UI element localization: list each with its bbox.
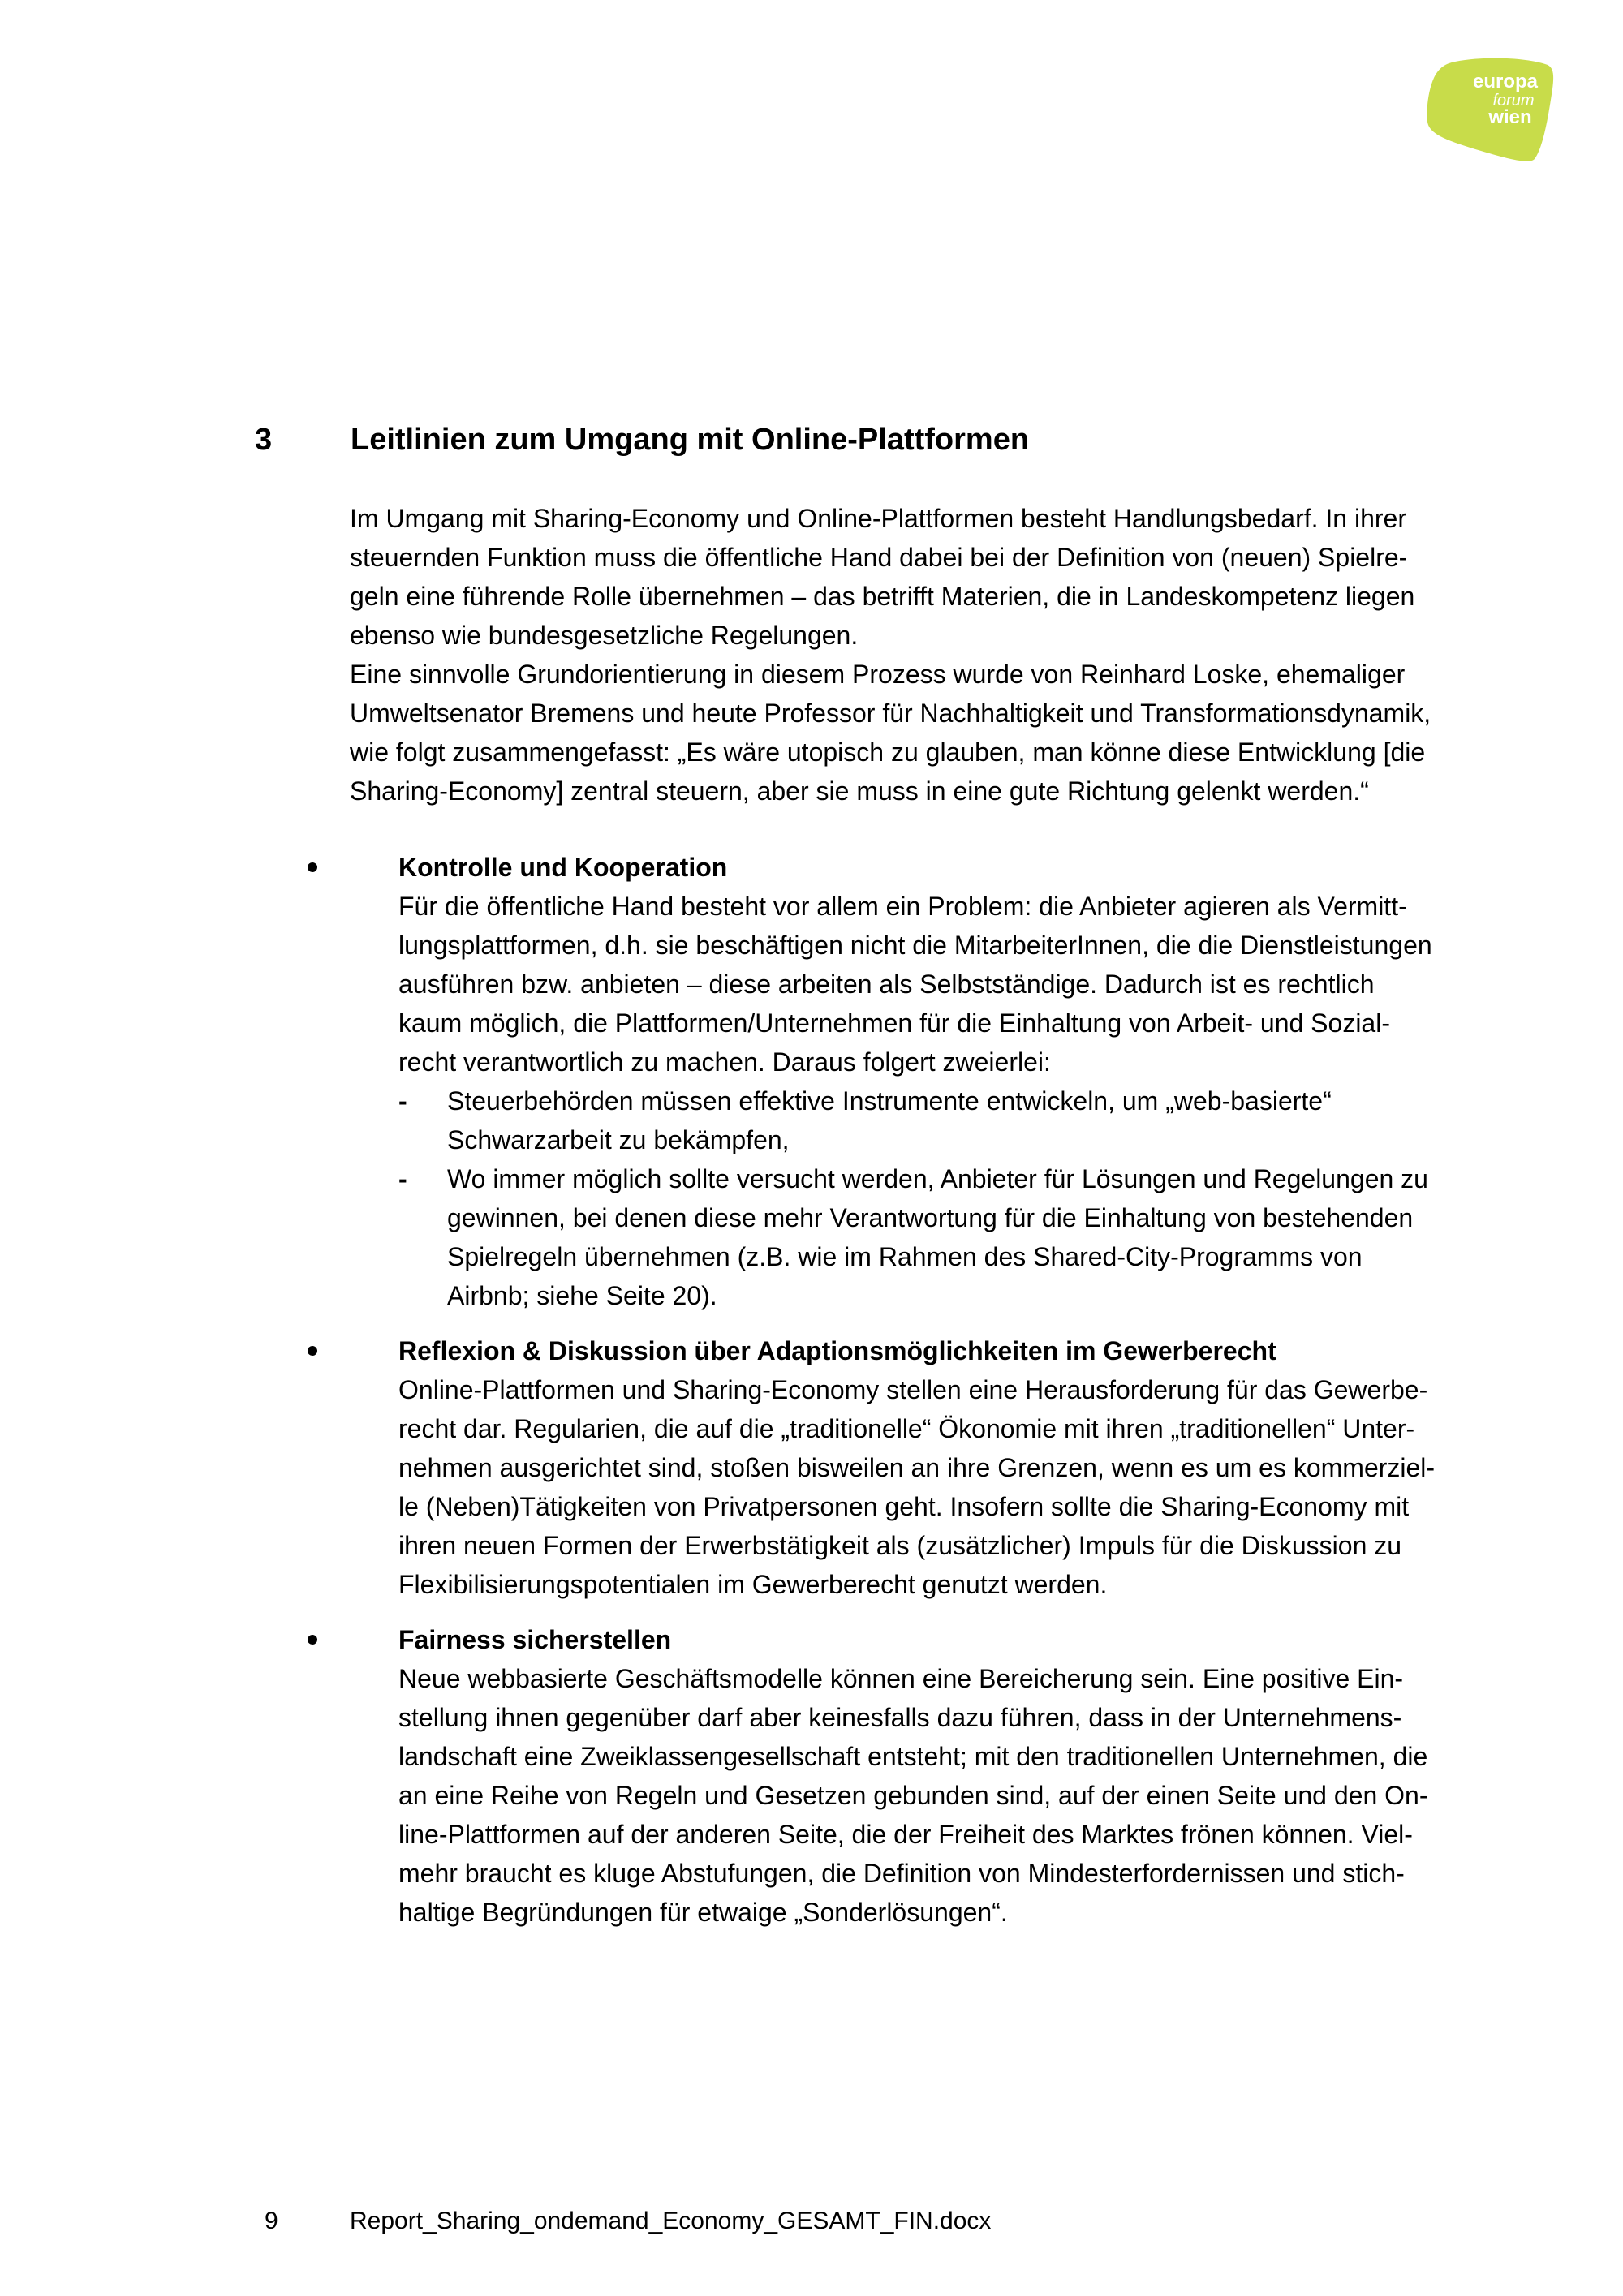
text-line: nehmen ausgerichtet sind, stoßen bisweilen an ihre Grenzen, wenn es um es kommerziel- xyxy=(398,1453,1436,1482)
guideline-title: Reflexion & Diskussion über Adaptionsmöglichkeiten im Gewerberecht xyxy=(398,1336,1276,1365)
text-line: gewinnen, bei denen diese mehr Verantwortung für die Einhaltung von bestehenden xyxy=(447,1203,1414,1232)
text-line: Online-Plattformen und Sharing-Economy stellen eine Herausforderung für das Gewerbe- xyxy=(398,1375,1428,1404)
sub-list xyxy=(398,1081,1551,1315)
text-line: ausführen bzw. anbieten – diese arbeiten als Selbstständige. Dadurch ist es rechtlich xyxy=(398,970,1375,999)
bullet-icon xyxy=(308,1346,317,1356)
text-line: Neue webbasierte Geschäftsmodelle können eine Bereicherung sein. Eine positive Ein- xyxy=(398,1664,1404,1693)
logo-line-forum: forum xyxy=(1492,92,1535,110)
europaforum-wien-logo xyxy=(1424,57,1554,164)
page-number: 9 xyxy=(265,2208,278,2234)
logo-line-wien: wien xyxy=(1488,106,1532,128)
text-line: wie folgt zusammengefasst: „Es wäre utopisch zu glauben, man könne diese Entwicklung [die xyxy=(350,737,1426,767)
bullet-icon xyxy=(308,862,317,872)
text-line: Wo immer möglich sollte versucht werden, Anbieter für Lösungen und Regelungen zu xyxy=(447,1164,1428,1193)
text-line: kaum möglich, die Plattformen/Unternehmen für die Einhaltung von Arbeit- und Sozial- xyxy=(398,1008,1390,1038)
text-line: Eine sinnvolle Grundorientierung in diesem Prozess wurde von Reinhard Loske, ehemaliger xyxy=(350,660,1406,689)
text-line: Airbnb; siehe Seite 20). xyxy=(447,1281,717,1310)
text-line: Steuerbehörden müssen effektive Instrumente entwickeln, um „web-basierte“ xyxy=(447,1086,1332,1116)
sub-list-item xyxy=(398,1159,1551,1315)
text-line: steuernden Funktion muss die öffentliche Hand dabei bei der Definition von (neuen) Spielre- xyxy=(350,543,1408,572)
text-line: haltige Begründungen für etwaige „Sonderlösungen“. xyxy=(398,1898,1008,1927)
text-line: le (Neben)Tätigkeiten von Privatpersonen geht. Insofern sollte die Sharing-Economy mit xyxy=(398,1492,1410,1521)
guideline-list xyxy=(308,848,1551,1932)
intro-paragraph-2 xyxy=(350,655,1551,810)
text-line: an eine Reihe von Regeln und Gesetzen gebunden sind, auf der einen Seite und den On- xyxy=(398,1781,1428,1810)
guideline-title: Kontrolle und Kooperation xyxy=(398,853,728,882)
guideline-item xyxy=(308,1620,1551,1932)
section-title: Leitlinien zum Umgang mit Online-Plattformen xyxy=(351,423,1030,457)
text-line: Flexibilisierungspotentialen im Gewerberecht genutzt werden. xyxy=(398,1570,1108,1599)
text-line: recht dar. Regularien, die auf die „traditionelle“ Ökonomie mit ihren „traditionellen“ Unter- xyxy=(398,1414,1415,1443)
sub-list-item xyxy=(398,1081,1551,1159)
text-line: Für die öffentliche Hand besteht vor allem ein Problem: die Anbieter agieren als Vermitt- xyxy=(398,892,1407,921)
text-line: mehr braucht es kluge Abstufungen, die Definition von Mindesterfordernissen und stich- xyxy=(398,1859,1405,1888)
document-filename: Report_Sharing_ondemand_Economy_GESAMT_FIN.docx xyxy=(350,2208,992,2234)
bullet-icon xyxy=(308,1635,317,1645)
text-line: Schwarzarbeit zu bekämpfen, xyxy=(447,1125,790,1154)
guideline-item xyxy=(308,848,1551,1315)
guideline-title: Fairness sicherstellen xyxy=(398,1625,672,1654)
logo-line-europa: europa xyxy=(1472,71,1539,92)
text-line: Im Umgang mit Sharing-Economy und Online-Plattformen besteht Handlungsbedarf. In ihrer xyxy=(350,504,1406,533)
section-body xyxy=(350,499,1551,1948)
dash-icon: - xyxy=(398,1086,407,1116)
intro-paragraph-1 xyxy=(350,499,1551,655)
text-line: recht verantwortlich zu machen. Daraus folgert zweierlei: xyxy=(398,1047,1051,1077)
text-line: geln eine führende Rolle übernehmen – das betrifft Materien, die in Landeskompetenz liegen xyxy=(350,582,1415,611)
dash-icon: - xyxy=(398,1164,407,1193)
section-number: 3 xyxy=(255,423,273,457)
text-line: Sharing-Economy] zentral steuern, aber sie muss in eine gute Richtung gelenkt werden.“ xyxy=(350,776,1369,806)
guideline-item xyxy=(308,1331,1551,1604)
logo-badge xyxy=(1424,57,1554,164)
guideline-text xyxy=(398,1659,1551,1932)
text-line: Umweltsenator Bremens und heute Professor für Nachhaltigkeit und Transformationsdynamik, xyxy=(350,699,1431,728)
text-line: landschaft eine Zweiklassengesellschaft entsteht; mit den traditionellen Unternehmen, die xyxy=(398,1742,1428,1771)
guideline-text xyxy=(398,887,1551,1081)
text-line: ebenso wie bundesgesetzliche Regelungen. xyxy=(350,621,859,650)
text-line: Spielregeln übernehmen (z.B. wie im Rahmen des Shared-City-Programms von xyxy=(447,1242,1363,1271)
text-line: line-Plattformen auf der anderen Seite, die der Freiheit des Marktes frönen können. Viel- xyxy=(398,1820,1413,1849)
text-line: stellung ihnen gegenüber darf aber keinesfalls dazu führen, dass in der Unternehmens- xyxy=(398,1703,1402,1732)
guideline-text xyxy=(398,1370,1551,1604)
text-line: lungsplattformen, d.h. sie beschäftigen nicht die MitarbeiterInnen, die die Dienstleistungen xyxy=(398,931,1432,960)
text-line: ihren neuen Formen der Erwerbstätigkeit als (zusätzlicher) Impuls für die Diskussion zu xyxy=(398,1531,1402,1560)
